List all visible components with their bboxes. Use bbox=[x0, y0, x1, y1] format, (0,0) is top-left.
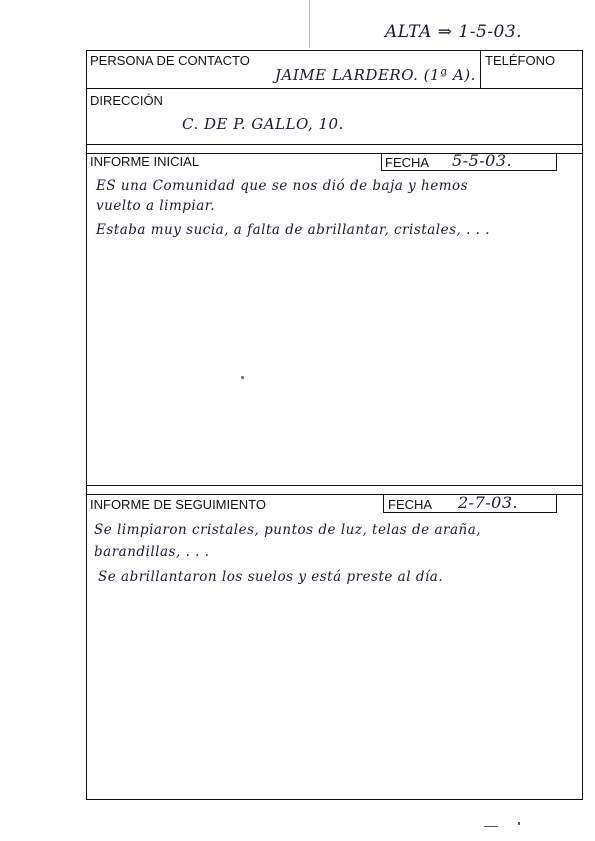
followup-report-line-3: Se abrillantaron los suelos y está preste al día. bbox=[98, 569, 444, 585]
contact-label: PERSONA DE CONTACTO bbox=[90, 53, 250, 68]
initial-date-value: 5-5-03. bbox=[452, 151, 513, 170]
initial-report-line-3: Estaba muy sucia, a falta de abrillantar, cristales, . . . bbox=[96, 222, 491, 238]
followup-report-label: INFORME DE SEGUIMIENTO bbox=[90, 497, 266, 512]
address-row-bottom bbox=[86, 144, 583, 145]
initial-report-line-2: vuelto a limpiar. bbox=[96, 198, 216, 214]
followup-report-line-2: barandillas, . . . bbox=[94, 544, 210, 560]
address-label: DIRECCIÓN bbox=[90, 93, 163, 108]
alta-date-note: ALTA ⇒ 1-5-03. bbox=[385, 22, 523, 42]
top-margin-mark bbox=[309, 0, 310, 48]
phone-label: TELÉFONO bbox=[485, 53, 556, 68]
bottom-dash-mark bbox=[484, 826, 498, 827]
address-value: C. DE P. GALLO, 10. bbox=[182, 115, 344, 133]
contact-row-bottom bbox=[86, 88, 583, 89]
phone-divider bbox=[480, 50, 481, 88]
bottom-dot-mark bbox=[518, 822, 520, 825]
stray-mark bbox=[241, 376, 244, 379]
initial-report-bottom bbox=[86, 485, 583, 486]
followup-date-label: FECHA bbox=[388, 497, 433, 512]
initial-report-label: INFORME INICIAL bbox=[90, 154, 200, 169]
initial-report-line-1: ES una Comunidad que se nos dió de baja y hemos bbox=[96, 178, 469, 194]
followup-date-value: 2-7-03. bbox=[458, 493, 519, 512]
contact-value: JAIME LARDERO. (1ª A). bbox=[275, 66, 476, 84]
followup-report-line-1: Se limpiaron cristales, puntos de luz, telas de araña, bbox=[94, 522, 482, 538]
initial-date-label: FECHA bbox=[385, 155, 430, 170]
